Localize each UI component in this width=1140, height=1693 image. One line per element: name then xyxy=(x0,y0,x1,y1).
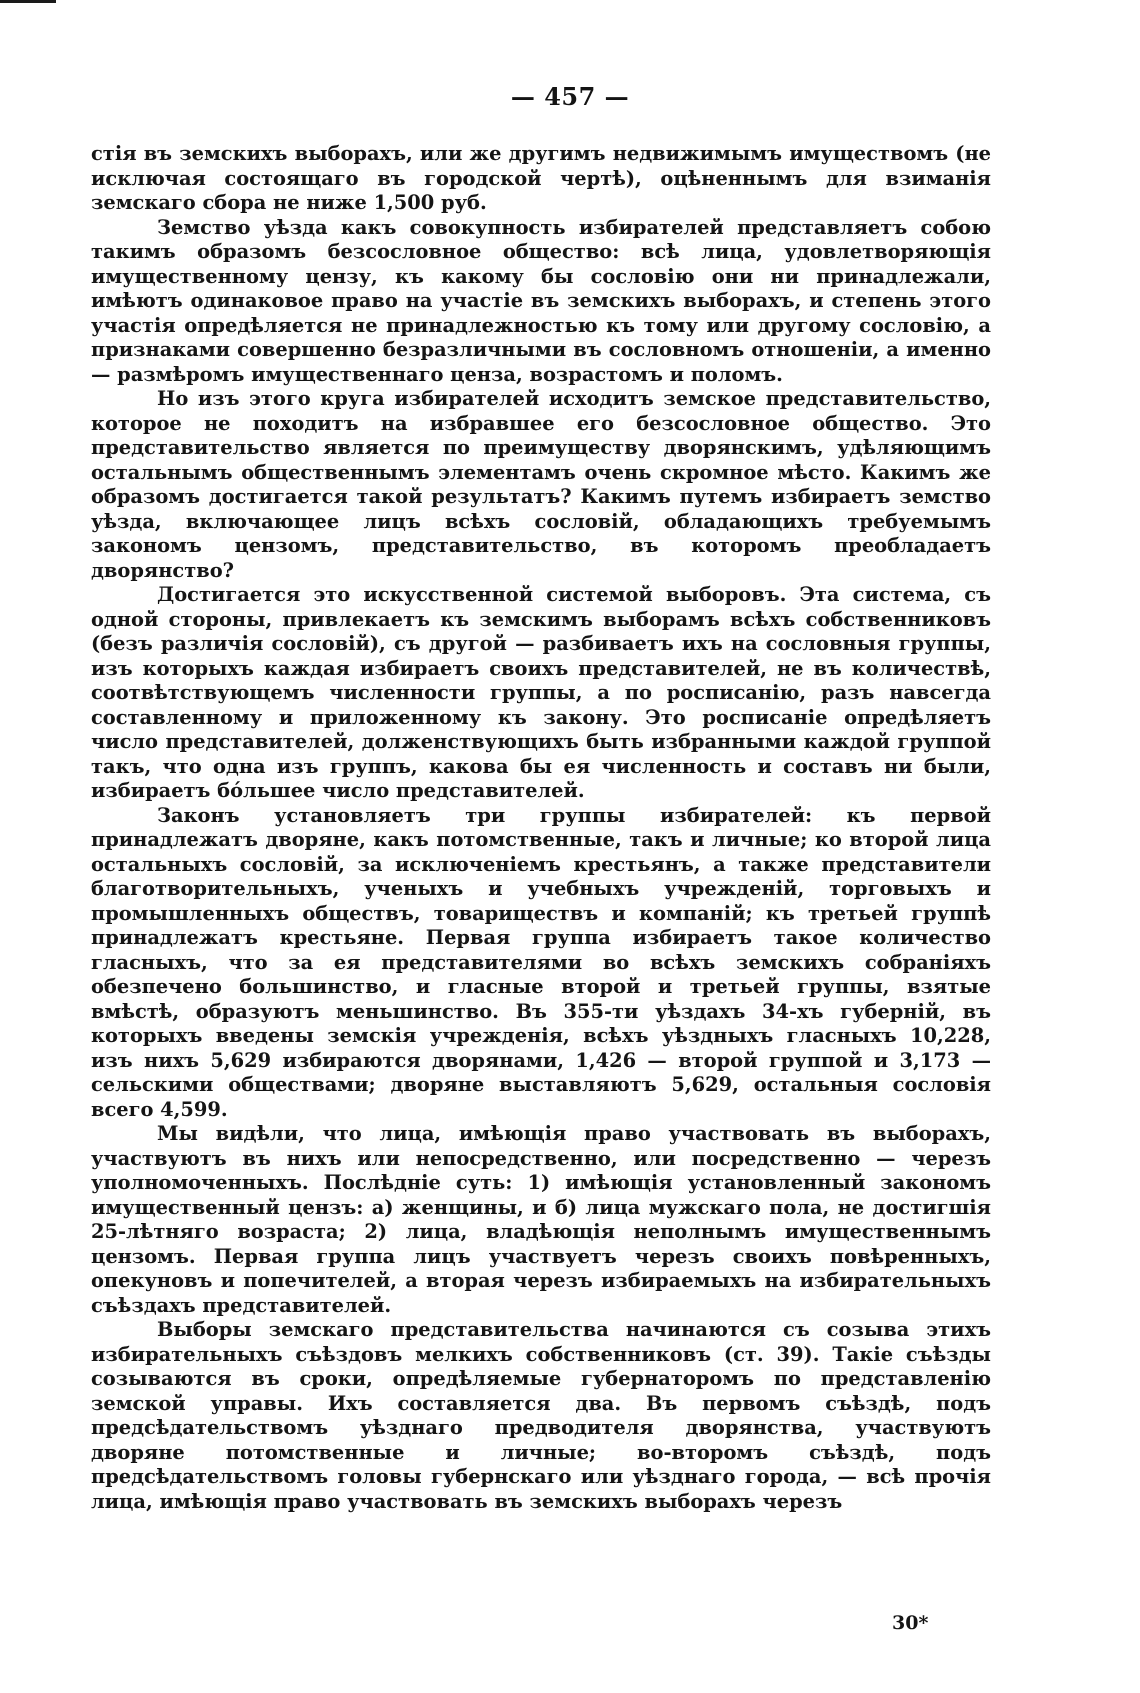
paragraph-continuation: стія въ земскихъ выборахъ, или же другимъ недвижимымъ имуществомъ (не исключая состоящаго въ городской чертѣ), оцѣненнымъ для взиманія земскаго сбора не ниже 1,500 руб. xyxy=(91,142,991,214)
paragraph: Земство уѣзда какъ совокупность избирателей представляетъ собою такимъ образомъ безсословное общество: всѣ лица, удовлетворяющія имущественному цензу, къ какому бы сословію они ни принадлежали, имѣютъ одинаковое право на участіе въ земскихъ выборахъ, и степень этого участія опредѣляется не принадлежностью къ тому или другому сословію, а признаками совершенно безразличными въ сословномъ отношеніи, а именно — размѣромъ имущественнаго ценза, возрастомъ и поломъ. xyxy=(91,215,991,386)
paragraph: Законъ установляетъ три группы избирателей: къ первой принадлежатъ дворяне, какъ потомственные, такъ и личные; ко второй лица остальныхъ сословій, за исключеніемъ крестьянъ, а также представители благотворительныхъ, ученыхъ и учебныхъ учрежденій, торговыхъ и промышленныхъ обществъ, товариществъ и компаній; къ третьей группѣ принадлежатъ крестьяне. Первая группа избираетъ такое количество гласныхъ, что за ея представителями во всѣхъ земскихъ собраніяхъ обезпечено большинство, и гласные второй и третьей группы, взятые вмѣстѣ, образуютъ меньшинство. Въ 355-ти уѣздахъ 34-хъ губерній, въ которыхъ введены земскія учрежденія, всѣхъ уѣздныхъ гласныхъ 10,228, изъ нихъ 5,629 избираются дворянами, 1,426 — второй группой и 3,173 — сельскими обществами; дворяне выставляютъ 5,629, остальныя сословія всего 4,599. xyxy=(91,803,991,1121)
paragraph: Но изъ этого круга избирателей исходитъ земское представительство, которое не походитъ на избравшее его безсословное общество. Это представительство является по преимуществу дворянскимъ, удѣляющимъ остальнымъ общественнымъ элементамъ очень скромное мѣсто. Какимъ же образомъ достигается такой результатъ? Какимъ путемъ избираетъ земство уѣзда, включающее лицъ всѣхъ сословій, обладающихъ требуемымъ закономъ цензомъ, представительство, въ которомъ преобладаетъ дворянство? xyxy=(91,387,991,582)
paragraph: Мы видѣли, что лица, имѣющія право участвовать въ выборахъ, участвуютъ въ нихъ или непосредственно, или посредственно — черезъ уполномоченныхъ. Послѣдніе суть: 1) имѣющія установленный закономъ имущественный цензъ: а) женщины, и б) лица мужскаго пола, не достигшія 25-лѣтняго возраста; 2) лица, владѣющія неполнымъ имущественнымъ цензомъ. Первая группа лицъ участвуетъ черезъ своихъ повѣренныхъ, опекуновъ и попечителей, а вторая черезъ избираемыхъ на избирательныхъ съѣздахъ представителей. xyxy=(91,1122,991,1317)
paragraph: Достигается это искусственной системой выборовъ. Эта система, съ одной стороны, привлекаетъ къ земскимъ выборамъ всѣхъ собственниковъ (безъ различія сословій), съ другой — разбиваетъ ихъ на сословныя группы, изъ которыхъ каждая избираетъ своихъ представителей, не въ количествѣ, соотвѣтствующемъ численности группы, а по росписанію, разъ навсегда составленному и приложенному къ закону. Это росписаніе опредѣляетъ число представителей, долженствующихъ быть избранными каждой группой такъ, что одна изъ группъ, какова бы ея численность и составъ ни были, избираетъ бóльшее число представителей. xyxy=(91,583,991,802)
scan-edge-mark xyxy=(0,0,56,3)
paragraph: Выборы земскаго представительства начинаются съ созыва этихъ избирательныхъ съѣздовъ мелкихъ собственниковъ (ст. 39). Такіе съѣзды созываются въ сроки, опредѣляемые губернаторомъ по представленію земской управы. Ихъ составляется два. Въ первомъ съѣздѣ, подъ предсѣдательствомъ уѣзднаго предводителя дворянства, участвуютъ дворяне потомственные и личные; во-второмъ съѣздѣ, подъ предсѣдательствомъ головы губернскаго или уѣзднаго города, — всѣ прочія лица, имѣющія право участвовать въ земскихъ выборахъ черезъ xyxy=(91,1318,991,1513)
page-number: — 457 — xyxy=(510,82,630,111)
printer-signature-mark: 30* xyxy=(892,1612,929,1634)
body-text xyxy=(91,142,991,1514)
